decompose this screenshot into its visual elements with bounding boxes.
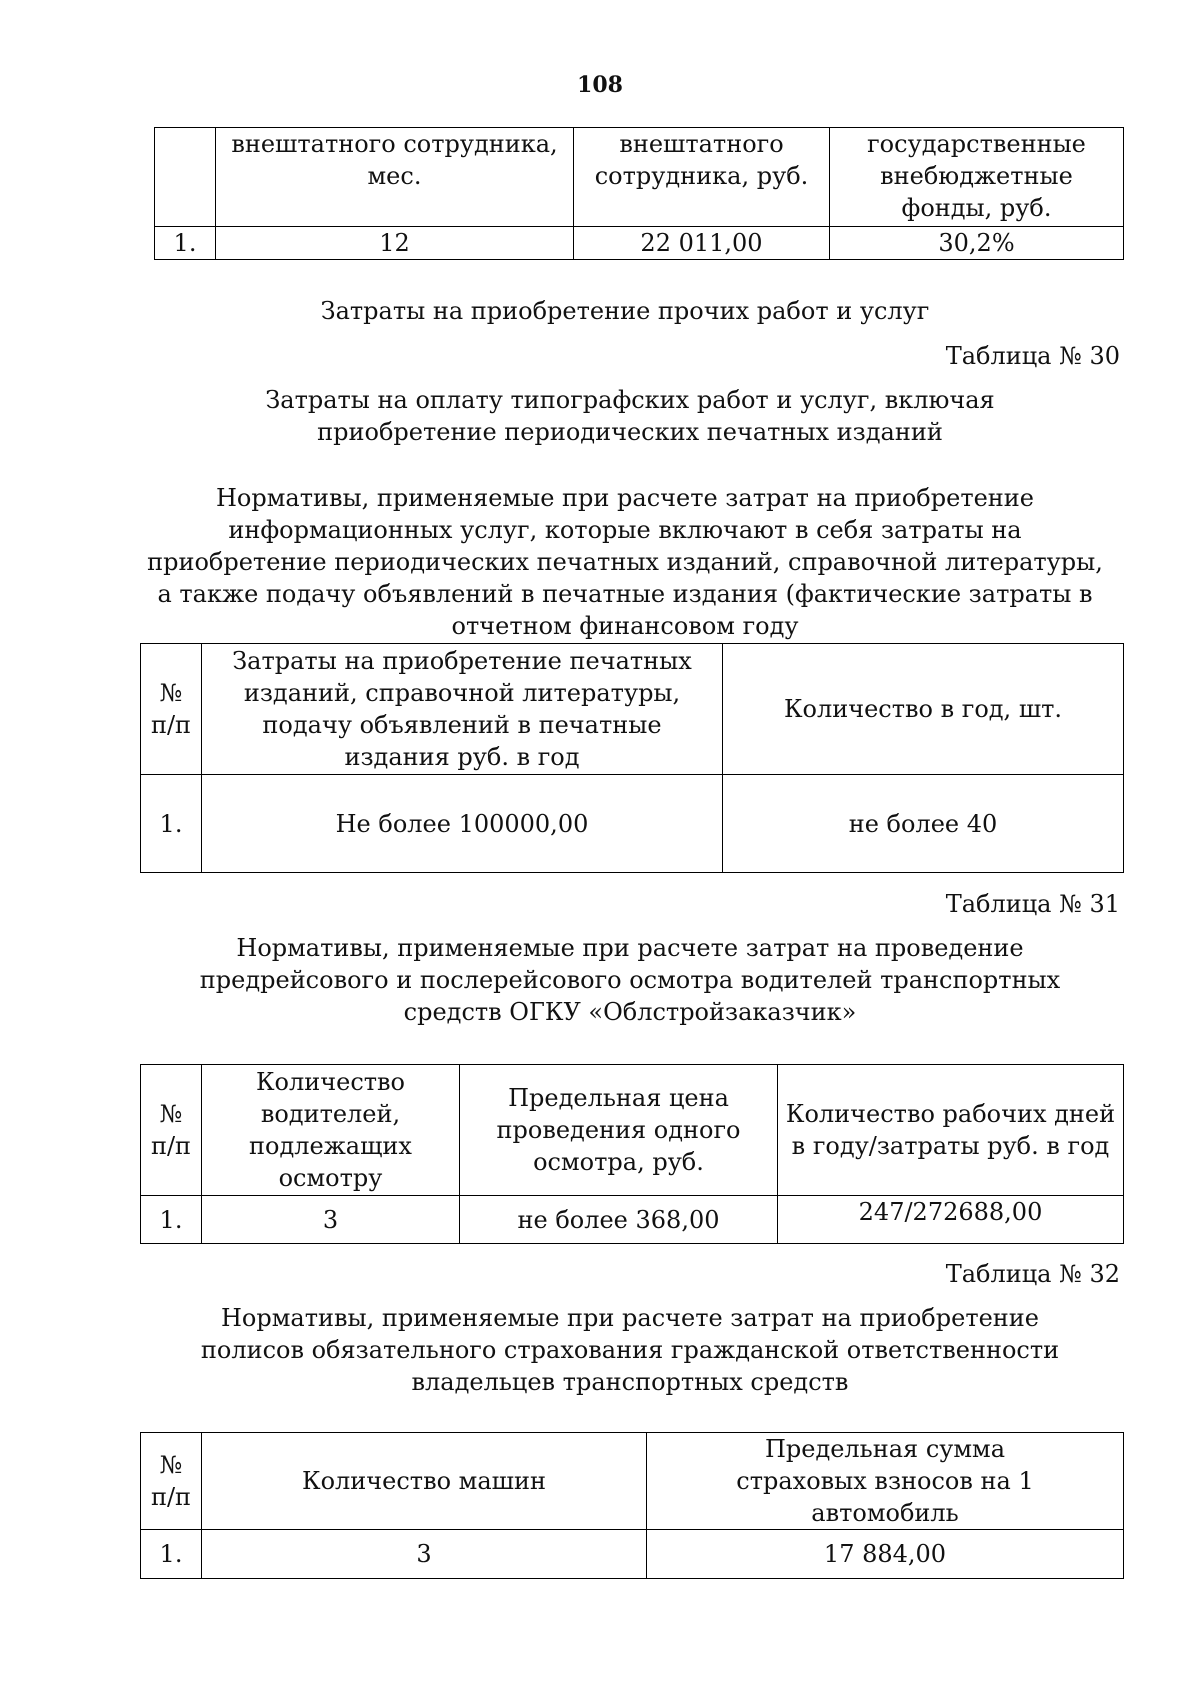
table-cell: 22 011,00	[574, 227, 830, 260]
table-31	[140, 1064, 1124, 1244]
table-30-subtitle: Затраты на оплату типографских работ и услуг, включая приобретение периодических печатных изданий	[265, 386, 995, 446]
table-29-continuation	[154, 127, 1124, 260]
section-title: Затраты на приобретение прочих работ и услуг	[320, 297, 930, 325]
table-cell: 1.	[141, 1530, 202, 1579]
table-cell: 12	[216, 227, 574, 260]
table-32-label: Таблица № 32	[945, 1260, 1120, 1288]
header-cell: Предельная цена проведения одного осмотра, руб.	[460, 1065, 778, 1196]
header-cell: Количество рабочих дней в году/затраты руб. в год	[778, 1065, 1124, 1196]
table-cell: не более 40	[723, 775, 1124, 873]
header-cell: Количество водителей, подлежащих осмотру	[202, 1065, 460, 1196]
table-row	[141, 1196, 1124, 1244]
header-cell	[155, 128, 216, 227]
header-cell: внештатного сотрудника, руб.	[574, 128, 830, 227]
table-cell: не более 368,00	[460, 1196, 778, 1244]
table-cell: 3	[202, 1530, 647, 1579]
table-header-row	[155, 128, 1124, 227]
header-cell: Предельная сумма страховых взносов на 1 автомобиль	[647, 1433, 1124, 1530]
table-header-row	[141, 1433, 1124, 1530]
table-32-caption: Нормативы, применяемые при расчете затрат на приобретение полисов обязательного страхования гражданской ответственности владельцев транспортных средств	[200, 1304, 1060, 1396]
table-cell: 247/272688,00	[778, 1196, 1124, 1244]
table-cell: 1.	[141, 775, 202, 873]
table-cell: 1.	[155, 227, 216, 260]
header-cell: государственные внебюджетные фонды, руб.	[830, 128, 1124, 227]
table-31-caption: Нормативы, применяемые при расчете затрат на проведение предрейсового и послерейсового осмотра водителей транспортных средств ОГКУ «Облстройзаказчик»	[199, 934, 1061, 1026]
header-cell: Затраты на приобретение печатных изданий, справочной литературы, подачу объявлений в печатные издания руб. в год	[202, 644, 723, 775]
header-cell: Количество машин	[202, 1433, 647, 1530]
table-32	[140, 1432, 1124, 1579]
header-cell: № п/п	[141, 1065, 202, 1196]
header-cell: Количество в год, шт.	[723, 644, 1124, 775]
page-number: 108	[577, 72, 623, 98]
header-cell: № п/п	[141, 644, 202, 775]
table-cell: 30,2%	[830, 227, 1124, 260]
table-cell: 3	[202, 1196, 460, 1244]
header-cell: внештатного сотрудника, мес.	[216, 128, 574, 227]
table-cell: 17 884,00	[647, 1530, 1124, 1579]
table-row	[141, 1530, 1124, 1579]
table-30-caption: Нормативы, применяемые при расчете затрат на приобретение информационных услуг, которые включают в себя затраты на приобретение периодических печатных изданий, справочной литературы, а также подачу объявлений в печатные издания (фактические затраты в отчетном финансовом году	[147, 484, 1103, 640]
table-header-row	[141, 1065, 1124, 1196]
table-header-row	[141, 644, 1124, 775]
table-cell: Не более 100000,00	[202, 775, 723, 873]
table-31-label: Таблица № 31	[945, 890, 1120, 918]
table-row	[141, 775, 1124, 873]
table-30-label: Таблица № 30	[945, 342, 1120, 370]
table-cell: 1.	[141, 1196, 202, 1244]
table-row	[155, 227, 1124, 260]
table-30	[140, 643, 1124, 873]
header-cell: № п/п	[141, 1433, 202, 1530]
